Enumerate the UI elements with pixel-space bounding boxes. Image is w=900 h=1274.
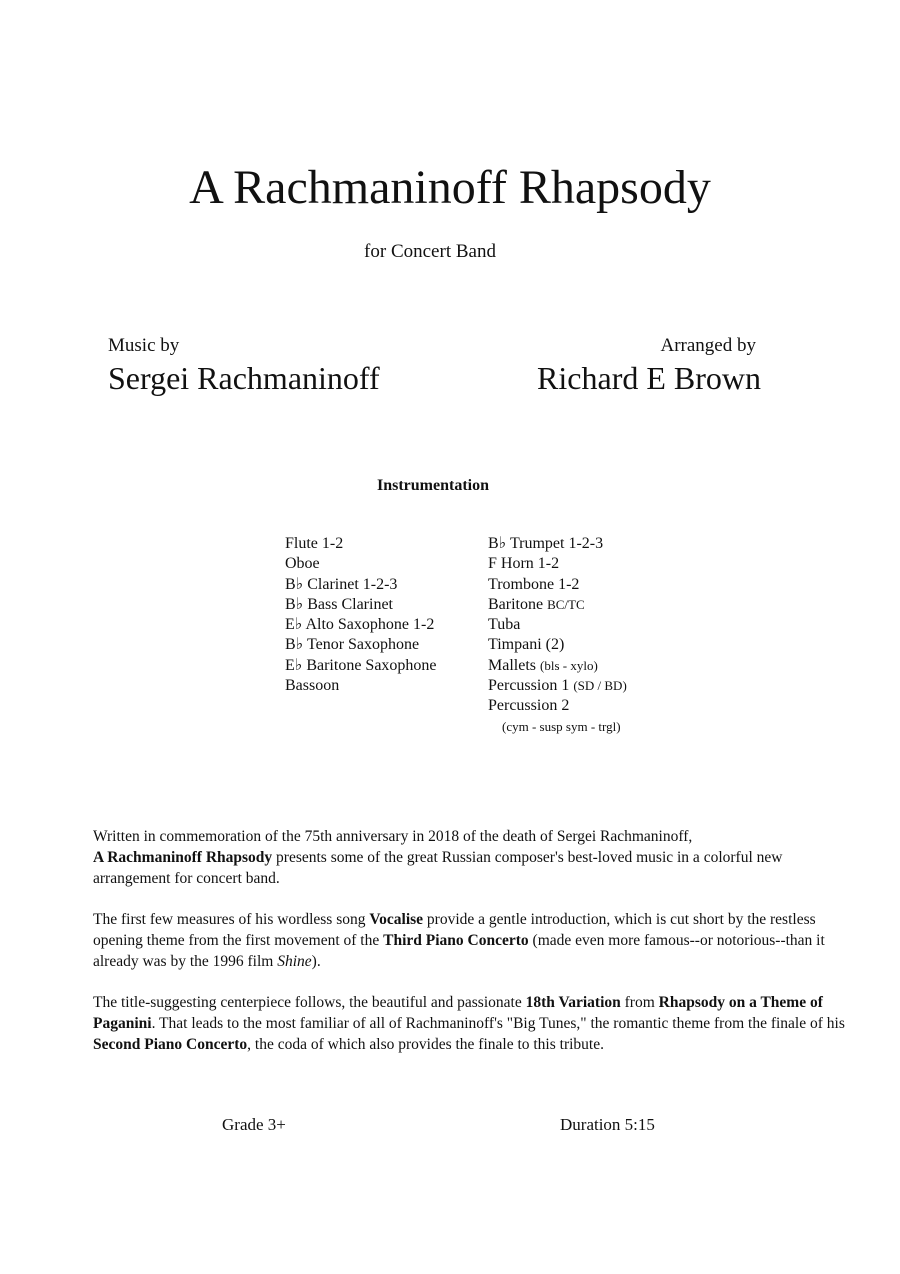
instrument-item bbox=[285, 554, 437, 574]
composer-name: Sergei Rachmaninoff bbox=[108, 360, 380, 396]
instrument-item bbox=[285, 635, 437, 655]
instrument-key: B♭ bbox=[285, 575, 304, 593]
bold-text: Rhapsody on a Theme of Paganini bbox=[93, 994, 823, 1032]
instrument-item bbox=[488, 696, 627, 716]
instrument-item bbox=[285, 676, 437, 696]
description-paragraph bbox=[93, 826, 863, 889]
description-paragraph bbox=[93, 992, 863, 1055]
text-run: The title-suggesting centerpiece follows, the beautiful and passionate bbox=[93, 994, 526, 1011]
instrumentation-heading: Instrumentation bbox=[376, 477, 489, 494]
instrument-note: (bls - xylo) bbox=[540, 657, 598, 673]
instrument-name: Tuba bbox=[488, 616, 521, 634]
description-paragraph bbox=[93, 909, 863, 972]
text-run: , the coda of which also provides the finale to this tribute. bbox=[247, 1036, 604, 1053]
instrument-note: (SD / BD) bbox=[573, 678, 627, 694]
bold-text: 18th Variation bbox=[525, 994, 621, 1011]
arranged-by-label: Arranged by bbox=[660, 335, 756, 356]
instrumentation-list-left bbox=[285, 534, 437, 696]
instrument-name: Bass Clarinet bbox=[307, 595, 393, 613]
text-run: ). bbox=[311, 953, 321, 970]
instrument-name: Mallets bbox=[488, 656, 536, 674]
instrument-name: Trombone 1-2 bbox=[488, 575, 580, 593]
instrument-name: Trumpet 1-2-3 bbox=[509, 535, 604, 552]
text-run: presents some of the great Russian composer's best-loved music in a colorful new arrangement for concert band. bbox=[93, 849, 783, 887]
instrument-name: Oboe bbox=[285, 555, 320, 573]
arranger-name: Richard E Brown bbox=[537, 360, 761, 396]
bold-text: Third Piano Concerto bbox=[383, 932, 529, 949]
text-run: Written in commemoration of the 75th anniversary in 2018 of the death of Sergei Rachmaninoff, bbox=[93, 828, 693, 845]
text-run: The first few measures of his wordless song bbox=[93, 911, 370, 928]
instrument-item bbox=[285, 534, 437, 554]
text-run: provide a gentle introduction, which is cut short by the restless opening theme from the first movement of the bbox=[93, 911, 816, 949]
instrument-item bbox=[488, 615, 627, 635]
instrument-item bbox=[488, 534, 627, 554]
description bbox=[93, 826, 863, 1075]
italic-text: Shine bbox=[277, 953, 312, 970]
text-run: from bbox=[620, 994, 659, 1011]
instrument-item bbox=[285, 615, 437, 635]
text-run: (made even more famous--or notorious--than it already was by the 1996 film bbox=[93, 932, 825, 970]
instrument-name: Clarinet 1-2-3 bbox=[307, 575, 398, 593]
bold-text: Second Piano Concerto bbox=[93, 1036, 248, 1053]
instrument-name: Tenor Saxophone bbox=[306, 636, 420, 654]
instrument-name: Baritone Saxophone bbox=[306, 656, 437, 674]
instrument-item bbox=[488, 575, 627, 595]
instrument-key: E♭ bbox=[285, 616, 303, 634]
bold-text: Vocalise bbox=[369, 911, 424, 928]
instrument-item bbox=[285, 575, 437, 595]
subtitle: for Concert Band bbox=[364, 241, 496, 262]
instrument-item bbox=[488, 635, 627, 655]
text-run: . That leads to the most familiar of all of Rachmaninoff's "Big Tunes," the romantic theme from the finale of his bbox=[151, 1015, 845, 1032]
instrument-name: Alto Saxophone 1-2 bbox=[305, 616, 435, 634]
instrument-name: Percussion 2 bbox=[488, 697, 570, 715]
instrument-item bbox=[285, 656, 437, 676]
music-by-label: Music by bbox=[108, 335, 180, 356]
instrumentation-list-right bbox=[488, 534, 627, 737]
duration: Duration 5:15 bbox=[560, 1115, 655, 1134]
instrument-name: F Horn 1-2 bbox=[488, 555, 560, 573]
bold-text: A Rachmaninoff Rhapsody bbox=[93, 849, 273, 866]
instrument-key: B♭ bbox=[285, 595, 304, 613]
instrument-item bbox=[285, 595, 437, 615]
instrument-key: B♭ bbox=[488, 535, 507, 552]
instrument-name: Percussion 1 bbox=[488, 677, 570, 695]
instrument-item bbox=[488, 676, 627, 696]
instrument-name: Baritone bbox=[488, 595, 544, 613]
instrument-key: B♭ bbox=[285, 636, 304, 654]
percussion-2-note: (cym - susp sym - trgl) bbox=[502, 718, 621, 734]
instrument-item bbox=[488, 595, 627, 615]
instrument-name: Flute 1-2 bbox=[285, 535, 344, 552]
instrument-key: E♭ bbox=[285, 656, 303, 674]
instrument-item bbox=[488, 656, 627, 676]
instrument-name: Timpani (2) bbox=[488, 636, 565, 654]
instrument-item bbox=[488, 554, 627, 574]
instrument-note: BC/TC bbox=[547, 596, 585, 612]
instrument-name: Bassoon bbox=[285, 677, 340, 695]
page-title: A Rachmaninoff Rhapsody bbox=[189, 161, 711, 214]
grade-level: Grade 3+ bbox=[222, 1115, 286, 1134]
